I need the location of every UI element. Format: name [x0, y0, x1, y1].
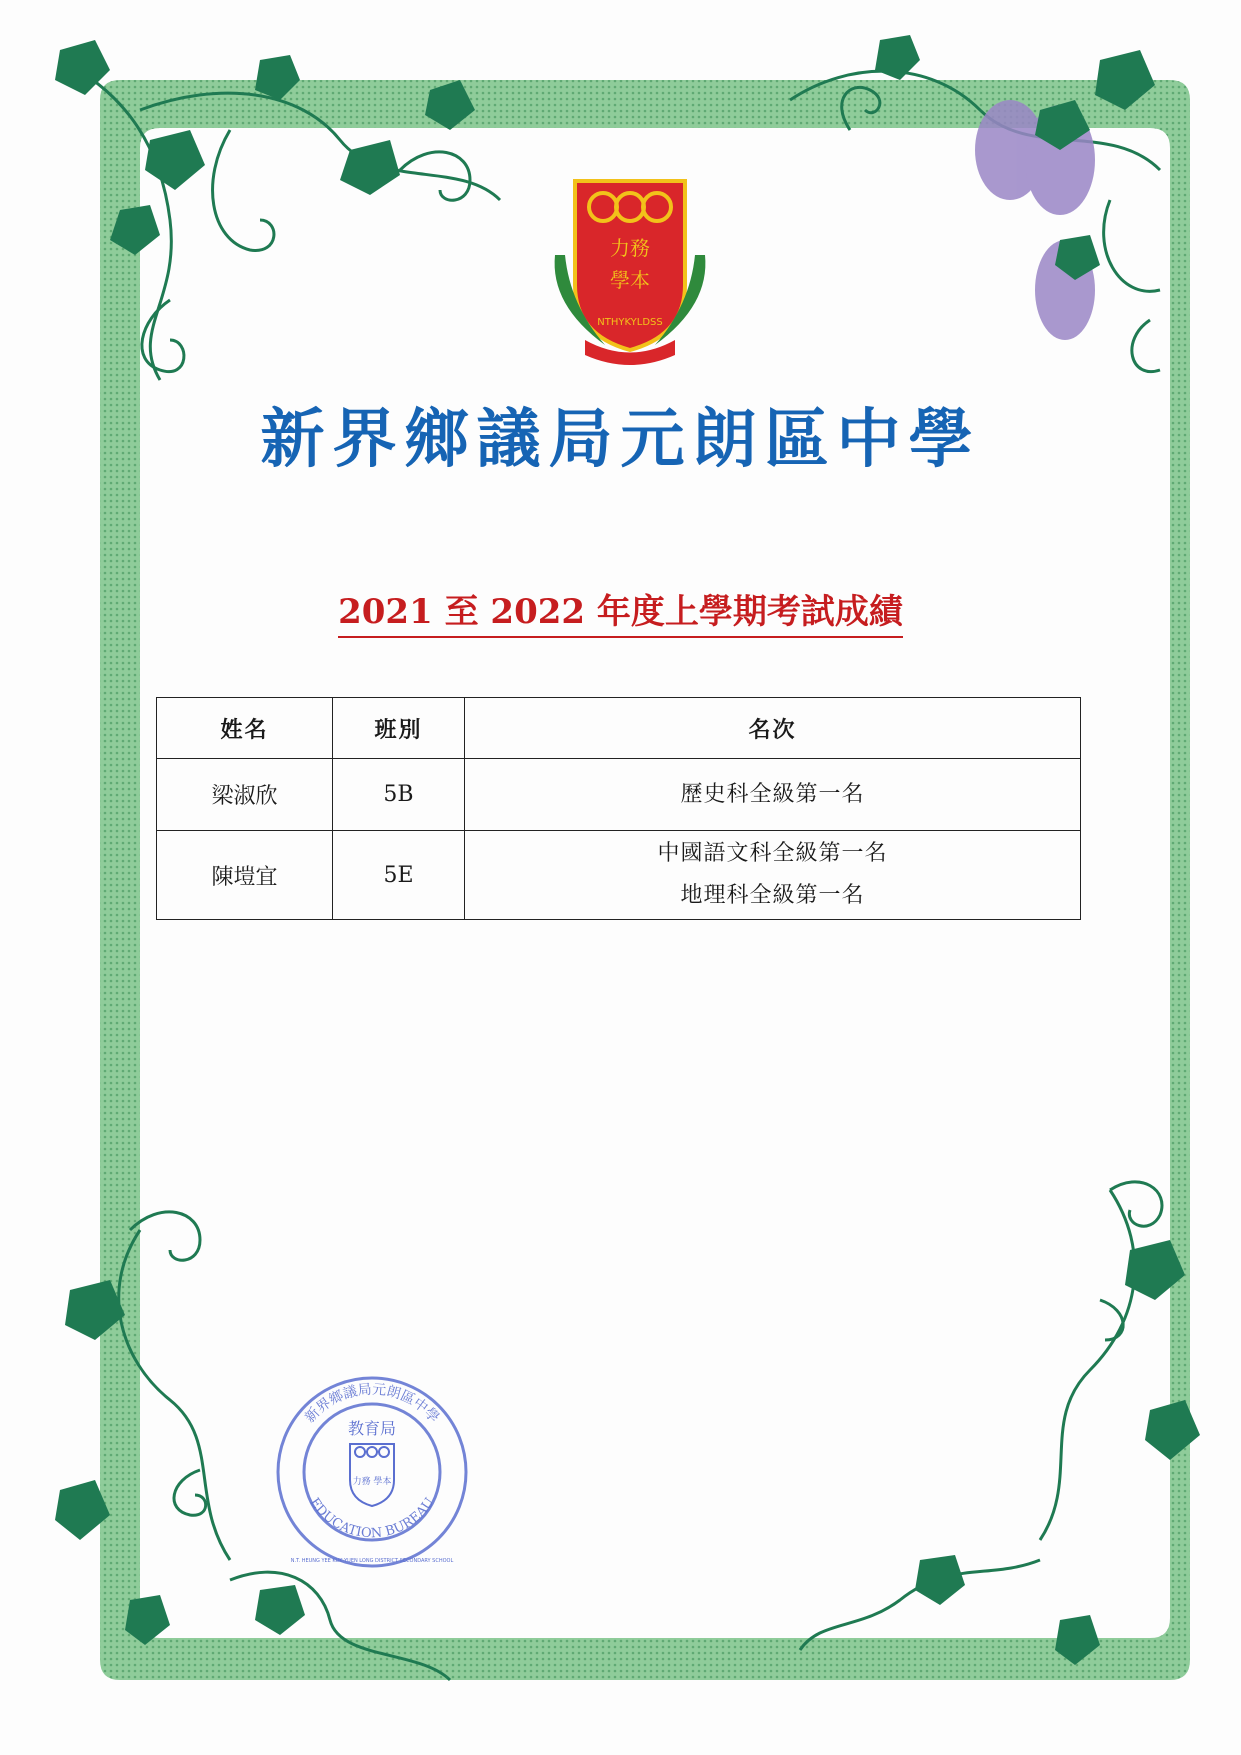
seal-school-english-text: N.T. HEUNG YEE KUK YUEN LONG DISTRICT SECONDARY SCHOOL	[290, 1558, 454, 1564]
header-name: 姓名	[157, 698, 333, 759]
student-ranking	[465, 831, 1081, 920]
header-ranking: 名次	[465, 698, 1081, 759]
school-crest-logo	[545, 175, 715, 365]
table-header-row	[157, 698, 1081, 759]
student-class: 5E	[333, 831, 465, 920]
crest-ring-text: NTHYKYLDSS	[597, 317, 663, 328]
ranking-line: 歷史科全級第一名	[680, 781, 865, 807]
svg-text:EDUCATION BUREAU	[306, 1495, 437, 1541]
student-ranking	[465, 759, 1081, 831]
student-class: 5B	[333, 759, 465, 831]
ranking-line: 中國語文科全級第一名	[657, 841, 888, 866]
seal-bureau-text: EDUCATION BUREAU	[306, 1495, 438, 1542]
seal-center-text: 教育局	[347, 1419, 397, 1438]
student-name: 陳塏宜	[157, 831, 333, 920]
leaves-bottom-right	[915, 1240, 1200, 1665]
ranking-line: 地理科全級第一名	[680, 883, 865, 908]
school-name: 新界鄉議局元朗區中學	[260, 403, 981, 477]
student-name: 梁淑欣	[157, 759, 333, 831]
seal-crest-text: 力務 學本	[352, 1477, 392, 1487]
leaves-bottom-left	[55, 1280, 305, 1645]
results-title-text: 2021 至 2022 年度上學期考試成績	[338, 592, 903, 638]
header-class: 班別	[333, 698, 465, 759]
vine-bottom-right	[800, 1182, 1162, 1650]
table-row	[157, 759, 1081, 831]
seal-outer-text: 新界鄉議局元朗區中學	[302, 1381, 442, 1426]
seal-crest-icon	[350, 1444, 394, 1506]
official-seal-stamp	[272, 1372, 472, 1572]
crest-top-text: 力務	[610, 236, 650, 260]
results-title	[0, 584, 1241, 633]
table-row	[157, 831, 1081, 920]
results-table	[156, 697, 1081, 920]
crest-bottom-text: 學本	[610, 268, 650, 292]
